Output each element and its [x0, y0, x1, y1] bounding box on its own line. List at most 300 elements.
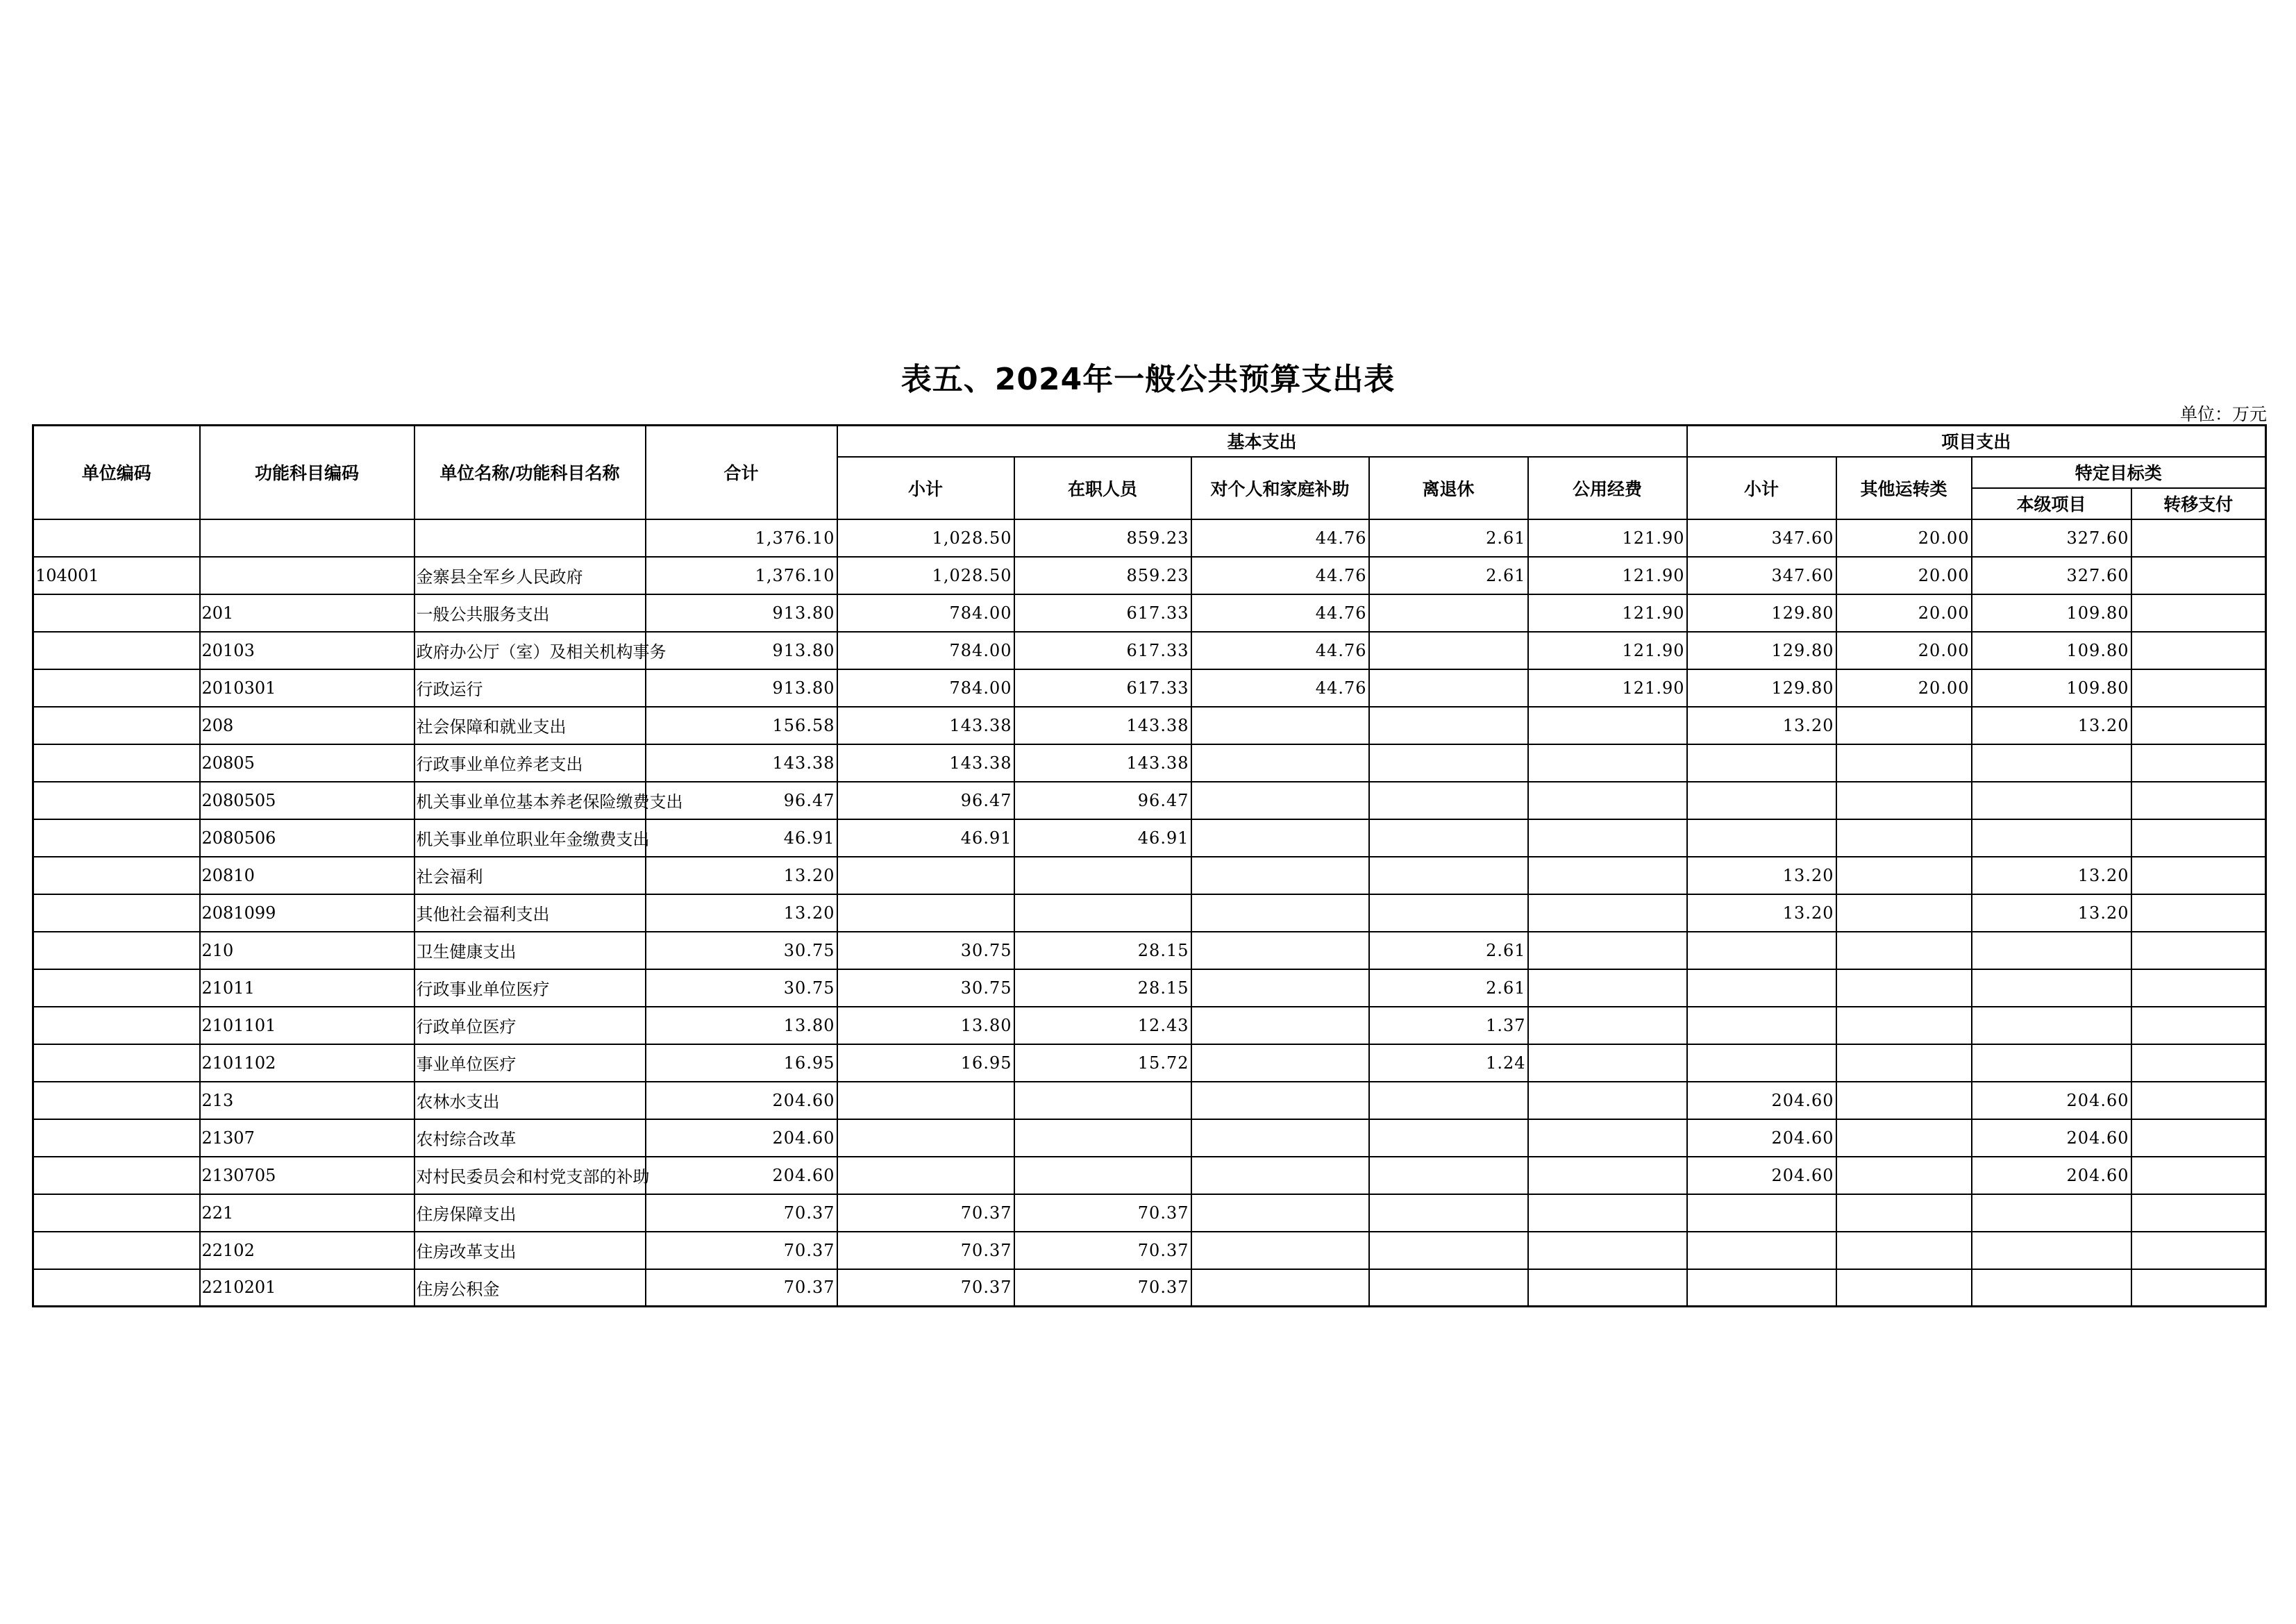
- page-title: 表五、2024年一般公共预算支出表: [900, 362, 1396, 397]
- cell-retire: 2.61: [1369, 932, 1528, 969]
- cell-public: [1528, 1232, 1687, 1269]
- cell-public: [1528, 1194, 1687, 1232]
- cell-other: [1836, 969, 1972, 1007]
- cell-unit-code: [33, 669, 200, 707]
- cell-transfer: [2131, 1007, 2266, 1044]
- cell-staff: 70.37: [1014, 1232, 1191, 1269]
- cell-other: [1836, 1082, 1972, 1119]
- cell-transfer: [2131, 594, 2266, 632]
- cell-staff: 859.23: [1014, 519, 1191, 557]
- cell-name: 行政事业单位医疗: [414, 969, 646, 1007]
- cell-other: 20.00: [1836, 632, 1972, 669]
- cell-unit-code: [33, 819, 200, 857]
- cell-transfer: [2131, 819, 2266, 857]
- unit-label: 单位：万元: [2179, 404, 2267, 424]
- cell-total: 96.47: [646, 782, 837, 819]
- table-row: [33, 1119, 2266, 1157]
- cell-name: 住房改革支出: [414, 1232, 646, 1269]
- cell-project-subtotal: 13.20: [1687, 894, 1836, 932]
- cell-project-subtotal: [1687, 819, 1836, 857]
- cell-local: 204.60: [1972, 1082, 2131, 1119]
- cell-transfer: [2131, 1194, 2266, 1232]
- cell-func-code: 2010301: [200, 669, 414, 707]
- cell-personal: [1191, 1119, 1369, 1157]
- header-other: 其他运转类: [1836, 457, 1972, 519]
- cell-name: 农村综合改革: [414, 1119, 646, 1157]
- cell-public: 121.90: [1528, 557, 1687, 594]
- cell-personal: [1191, 707, 1369, 744]
- cell-basic-subtotal: 1,028.50: [837, 519, 1014, 557]
- cell-retire: 2.61: [1369, 969, 1528, 1007]
- cell-project-subtotal: 129.80: [1687, 669, 1836, 707]
- cell-retire: 1.24: [1369, 1044, 1528, 1082]
- cell-personal: 44.76: [1191, 632, 1369, 669]
- cell-basic-subtotal: 143.38: [837, 744, 1014, 782]
- cell-unit-code: [33, 1007, 200, 1044]
- cell-func-code: 2210201: [200, 1269, 414, 1307]
- header-func-code: 功能科目编码: [200, 426, 414, 519]
- cell-local: 204.60: [1972, 1119, 2131, 1157]
- cell-basic-subtotal: 784.00: [837, 594, 1014, 632]
- cell-local: 204.60: [1972, 1157, 2131, 1194]
- cell-func-code: 208: [200, 707, 414, 744]
- cell-total: 70.37: [646, 1269, 837, 1307]
- cell-unit-code: [33, 594, 200, 632]
- cell-personal: [1191, 744, 1369, 782]
- cell-retire: 1.37: [1369, 1007, 1528, 1044]
- header-project: 项目支出: [1687, 426, 2266, 457]
- cell-name: 金寨县全军乡人民政府: [414, 557, 646, 594]
- cell-local: 109.80: [1972, 632, 2131, 669]
- header-transfer: 转移支付: [2131, 488, 2266, 519]
- table-row: [33, 669, 2266, 707]
- cell-other: 20.00: [1836, 669, 1972, 707]
- cell-other: [1836, 1157, 1972, 1194]
- cell-public: 121.90: [1528, 632, 1687, 669]
- cell-other: 20.00: [1836, 519, 1972, 557]
- cell-transfer: [2131, 969, 2266, 1007]
- cell-unit-code: [33, 857, 200, 894]
- cell-local: [1972, 1194, 2131, 1232]
- cell-retire: [1369, 1119, 1528, 1157]
- cell-public: [1528, 707, 1687, 744]
- header-total: 合计: [646, 426, 837, 519]
- cell-unit-code: [33, 782, 200, 819]
- cell-retire: [1369, 819, 1528, 857]
- cell-local: 13.20: [1972, 857, 2131, 894]
- cell-public: [1528, 744, 1687, 782]
- cell-unit-code: [33, 1232, 200, 1269]
- header-retire: 离退休: [1369, 457, 1528, 519]
- cell-func-code: 2080505: [200, 782, 414, 819]
- cell-transfer: [2131, 1082, 2266, 1119]
- cell-other: [1836, 894, 1972, 932]
- table-row: [33, 782, 2266, 819]
- cell-local: [1972, 1232, 2131, 1269]
- cell-transfer: [2131, 632, 2266, 669]
- cell-total: 1,376.10: [646, 557, 837, 594]
- cell-basic-subtotal: 784.00: [837, 669, 1014, 707]
- cell-func-code: 2081099: [200, 894, 414, 932]
- cell-name: 机关事业单位职业年金缴费支出: [414, 819, 646, 857]
- cell-total: 913.80: [646, 632, 837, 669]
- cell-name: 政府办公厅（室）及相关机构事务: [414, 632, 646, 669]
- table-row: [33, 519, 2266, 557]
- cell-func-code: 21307: [200, 1119, 414, 1157]
- cell-staff: 70.37: [1014, 1194, 1191, 1232]
- cell-total: 143.38: [646, 744, 837, 782]
- cell-other: 20.00: [1836, 594, 1972, 632]
- cell-public: [1528, 932, 1687, 969]
- cell-total: 46.91: [646, 819, 837, 857]
- table-row: [33, 744, 2266, 782]
- cell-name: [414, 519, 646, 557]
- cell-public: [1528, 1269, 1687, 1307]
- cell-retire: 2.61: [1369, 519, 1528, 557]
- cell-name: 行政单位医疗: [414, 1007, 646, 1044]
- cell-func-code: 201: [200, 594, 414, 632]
- cell-transfer: [2131, 1044, 2266, 1082]
- header-local: 本级项目: [1972, 488, 2131, 519]
- cell-basic-subtotal: 30.75: [837, 969, 1014, 1007]
- cell-project-subtotal: [1687, 932, 1836, 969]
- cell-basic-subtotal: [837, 1082, 1014, 1119]
- cell-transfer: [2131, 519, 2266, 557]
- cell-personal: [1191, 1082, 1369, 1119]
- table-body: [33, 519, 2266, 1307]
- cell-unit-code: [33, 932, 200, 969]
- cell-retire: [1369, 894, 1528, 932]
- table-row: [33, 1157, 2266, 1194]
- cell-retire: [1369, 1194, 1528, 1232]
- cell-retire: [1369, 1232, 1528, 1269]
- cell-project-subtotal: 204.60: [1687, 1157, 1836, 1194]
- table-row: [33, 1007, 2266, 1044]
- cell-unit-code: 104001: [33, 557, 200, 594]
- cell-project-subtotal: 13.20: [1687, 857, 1836, 894]
- cell-name: 卫生健康支出: [414, 932, 646, 969]
- cell-personal: [1191, 1044, 1369, 1082]
- cell-other: [1836, 932, 1972, 969]
- cell-name: 住房保障支出: [414, 1194, 646, 1232]
- cell-staff: 143.38: [1014, 707, 1191, 744]
- cell-func-code: 20103: [200, 632, 414, 669]
- cell-personal: [1191, 932, 1369, 969]
- cell-func-code: 213: [200, 1082, 414, 1119]
- cell-name: 社会保障和就业支出: [414, 707, 646, 744]
- cell-total: 13.20: [646, 894, 837, 932]
- cell-retire: [1369, 1082, 1528, 1119]
- table-row: [33, 1269, 2266, 1307]
- cell-other: [1836, 1269, 1972, 1307]
- cell-staff: [1014, 894, 1191, 932]
- table-row: [33, 1194, 2266, 1232]
- cell-unit-code: [33, 1119, 200, 1157]
- cell-staff: 859.23: [1014, 557, 1191, 594]
- cell-transfer: [2131, 744, 2266, 782]
- cell-project-subtotal: 129.80: [1687, 594, 1836, 632]
- cell-func-code: 21011: [200, 969, 414, 1007]
- cell-other: [1836, 1232, 1972, 1269]
- cell-basic-subtotal: [837, 1119, 1014, 1157]
- table-row: [33, 1232, 2266, 1269]
- cell-other: [1836, 1119, 1972, 1157]
- cell-basic-subtotal: 70.37: [837, 1232, 1014, 1269]
- cell-public: [1528, 1082, 1687, 1119]
- cell-staff: 96.47: [1014, 782, 1191, 819]
- cell-personal: 44.76: [1191, 669, 1369, 707]
- cell-local: 109.80: [1972, 669, 2131, 707]
- cell-transfer: [2131, 707, 2266, 744]
- cell-staff: 46.91: [1014, 819, 1191, 857]
- cell-personal: [1191, 1269, 1369, 1307]
- cell-staff: 28.15: [1014, 969, 1191, 1007]
- table-row: [33, 1044, 2266, 1082]
- cell-staff: 12.43: [1014, 1007, 1191, 1044]
- cell-transfer: [2131, 857, 2266, 894]
- cell-transfer: [2131, 1157, 2266, 1194]
- cell-personal: 44.76: [1191, 557, 1369, 594]
- cell-total: 1,376.10: [646, 519, 837, 557]
- cell-local: [1972, 932, 2131, 969]
- cell-basic-subtotal: 784.00: [837, 632, 1014, 669]
- cell-personal: [1191, 782, 1369, 819]
- cell-transfer: [2131, 894, 2266, 932]
- cell-transfer: [2131, 1119, 2266, 1157]
- cell-local: 327.60: [1972, 519, 2131, 557]
- cell-unit-code: [33, 1044, 200, 1082]
- cell-project-subtotal: [1687, 1269, 1836, 1307]
- cell-transfer: [2131, 782, 2266, 819]
- cell-name: 机关事业单位基本养老保险缴费支出: [414, 782, 646, 819]
- cell-project-subtotal: 347.60: [1687, 519, 1836, 557]
- header-special: 特定目标类: [1972, 457, 2266, 488]
- cell-staff: [1014, 857, 1191, 894]
- cell-personal: [1191, 969, 1369, 1007]
- cell-local: 13.20: [1972, 707, 2131, 744]
- cell-unit-code: [33, 1082, 200, 1119]
- cell-basic-subtotal: 30.75: [837, 932, 1014, 969]
- cell-project-subtotal: 204.60: [1687, 1082, 1836, 1119]
- cell-public: [1528, 1007, 1687, 1044]
- header-unit-code: 单位编码: [33, 426, 200, 519]
- cell-basic-subtotal: 16.95: [837, 1044, 1014, 1082]
- cell-public: [1528, 894, 1687, 932]
- header-basic: 基本支出: [837, 426, 1687, 457]
- budget-table: [32, 424, 2267, 1307]
- cell-staff: 28.15: [1014, 932, 1191, 969]
- cell-basic-subtotal: 46.91: [837, 819, 1014, 857]
- table-row: [33, 857, 2266, 894]
- cell-name: 一般公共服务支出: [414, 594, 646, 632]
- cell-public: 121.90: [1528, 519, 1687, 557]
- cell-local: [1972, 744, 2131, 782]
- cell-personal: [1191, 1007, 1369, 1044]
- cell-other: [1836, 1194, 1972, 1232]
- cell-func-code: 210: [200, 932, 414, 969]
- cell-personal: [1191, 1157, 1369, 1194]
- cell-project-subtotal: [1687, 969, 1836, 1007]
- cell-total: 13.20: [646, 857, 837, 894]
- cell-func-code: 22102: [200, 1232, 414, 1269]
- cell-project-subtotal: 13.20: [1687, 707, 1836, 744]
- cell-retire: [1369, 669, 1528, 707]
- cell-name: 行政运行: [414, 669, 646, 707]
- cell-local: [1972, 1269, 2131, 1307]
- cell-unit-code: [33, 1157, 200, 1194]
- cell-personal: [1191, 1194, 1369, 1232]
- cell-retire: [1369, 782, 1528, 819]
- cell-project-subtotal: [1687, 1194, 1836, 1232]
- header-name: 单位名称/功能科目名称: [414, 426, 646, 519]
- cell-basic-subtotal: [837, 1157, 1014, 1194]
- cell-total: 204.60: [646, 1119, 837, 1157]
- cell-retire: [1369, 857, 1528, 894]
- cell-public: 121.90: [1528, 669, 1687, 707]
- cell-total: 913.80: [646, 669, 837, 707]
- table-row: [33, 1082, 2266, 1119]
- cell-unit-code: [33, 519, 200, 557]
- cell-name: 事业单位医疗: [414, 1044, 646, 1082]
- cell-public: [1528, 969, 1687, 1007]
- cell-total: 70.37: [646, 1232, 837, 1269]
- cell-local: [1972, 969, 2131, 1007]
- cell-personal: 44.76: [1191, 519, 1369, 557]
- cell-total: 204.60: [646, 1157, 837, 1194]
- cell-local: 327.60: [1972, 557, 2131, 594]
- table-row: [33, 632, 2266, 669]
- cell-retire: [1369, 1269, 1528, 1307]
- header-public: 公用经费: [1528, 457, 1687, 519]
- cell-project-subtotal: 347.60: [1687, 557, 1836, 594]
- header-project-subtotal: 小计: [1687, 457, 1836, 519]
- cell-total: 204.60: [646, 1082, 837, 1119]
- cell-other: [1836, 744, 1972, 782]
- cell-func-code: 2080506: [200, 819, 414, 857]
- cell-local: [1972, 1007, 2131, 1044]
- cell-total: 156.58: [646, 707, 837, 744]
- cell-basic-subtotal: 143.38: [837, 707, 1014, 744]
- cell-unit-code: [33, 707, 200, 744]
- cell-func-code: 20805: [200, 744, 414, 782]
- cell-other: 20.00: [1836, 557, 1972, 594]
- cell-transfer: [2131, 669, 2266, 707]
- table-row: [33, 819, 2266, 857]
- cell-name: 社会福利: [414, 857, 646, 894]
- cell-local: 109.80: [1972, 594, 2131, 632]
- table-row: [33, 969, 2266, 1007]
- cell-unit-code: [33, 744, 200, 782]
- cell-basic-subtotal: 70.37: [837, 1269, 1014, 1307]
- cell-basic-subtotal: [837, 857, 1014, 894]
- cell-transfer: [2131, 1269, 2266, 1307]
- cell-local: [1972, 782, 2131, 819]
- cell-other: [1836, 1007, 1972, 1044]
- cell-local: [1972, 819, 2131, 857]
- cell-total: 16.95: [646, 1044, 837, 1082]
- cell-retire: [1369, 707, 1528, 744]
- cell-func-code: 2101101: [200, 1007, 414, 1044]
- cell-func-code: [200, 557, 414, 594]
- cell-unit-code: [33, 632, 200, 669]
- cell-project-subtotal: [1687, 1232, 1836, 1269]
- cell-staff: 617.33: [1014, 594, 1191, 632]
- cell-other: [1836, 1044, 1972, 1082]
- cell-func-code: 2130705: [200, 1157, 414, 1194]
- cell-retire: [1369, 632, 1528, 669]
- cell-other: [1836, 857, 1972, 894]
- cell-public: [1528, 1157, 1687, 1194]
- cell-transfer: [2131, 932, 2266, 969]
- cell-unit-code: [33, 969, 200, 1007]
- cell-project-subtotal: [1687, 1007, 1836, 1044]
- cell-retire: [1369, 594, 1528, 632]
- cell-staff: [1014, 1157, 1191, 1194]
- cell-project-subtotal: 204.60: [1687, 1119, 1836, 1157]
- cell-personal: [1191, 894, 1369, 932]
- cell-public: [1528, 857, 1687, 894]
- table-row: [33, 594, 2266, 632]
- cell-basic-subtotal: 70.37: [837, 1194, 1014, 1232]
- cell-staff: 617.33: [1014, 632, 1191, 669]
- cell-basic-subtotal: [837, 894, 1014, 932]
- cell-transfer: [2131, 557, 2266, 594]
- cell-retire: [1369, 1157, 1528, 1194]
- cell-total: 70.37: [646, 1194, 837, 1232]
- cell-retire: 2.61: [1369, 557, 1528, 594]
- cell-staff: 70.37: [1014, 1269, 1191, 1307]
- cell-name: 行政事业单位养老支出: [414, 744, 646, 782]
- cell-func-code: 20810: [200, 857, 414, 894]
- cell-personal: 44.76: [1191, 594, 1369, 632]
- cell-total: 30.75: [646, 932, 837, 969]
- cell-public: 121.90: [1528, 594, 1687, 632]
- cell-staff: [1014, 1082, 1191, 1119]
- cell-personal: [1191, 819, 1369, 857]
- cell-project-subtotal: [1687, 782, 1836, 819]
- cell-local: [1972, 1044, 2131, 1082]
- cell-unit-code: [33, 1269, 200, 1307]
- table-row: [33, 894, 2266, 932]
- cell-project-subtotal: 129.80: [1687, 632, 1836, 669]
- cell-total: 13.80: [646, 1007, 837, 1044]
- cell-basic-subtotal: 1,028.50: [837, 557, 1014, 594]
- cell-staff: 617.33: [1014, 669, 1191, 707]
- cell-public: [1528, 1044, 1687, 1082]
- cell-name: 对村民委员会和村党支部的补助: [414, 1157, 646, 1194]
- cell-basic-subtotal: 13.80: [837, 1007, 1014, 1044]
- cell-staff: 15.72: [1014, 1044, 1191, 1082]
- table-row: [33, 932, 2266, 969]
- cell-retire: [1369, 744, 1528, 782]
- cell-transfer: [2131, 1232, 2266, 1269]
- cell-staff: 143.38: [1014, 744, 1191, 782]
- cell-total: 30.75: [646, 969, 837, 1007]
- cell-public: [1528, 819, 1687, 857]
- cell-project-subtotal: [1687, 744, 1836, 782]
- header-personal: 对个人和家庭补助: [1191, 457, 1369, 519]
- cell-other: [1836, 782, 1972, 819]
- cell-func-code: 221: [200, 1194, 414, 1232]
- header-basic-subtotal: 小计: [837, 457, 1014, 519]
- cell-project-subtotal: [1687, 1044, 1836, 1082]
- cell-name: 住房公积金: [414, 1269, 646, 1307]
- cell-personal: [1191, 857, 1369, 894]
- cell-public: [1528, 1119, 1687, 1157]
- table-row: [33, 557, 2266, 594]
- cell-func-code: 2101102: [200, 1044, 414, 1082]
- cell-unit-code: [33, 894, 200, 932]
